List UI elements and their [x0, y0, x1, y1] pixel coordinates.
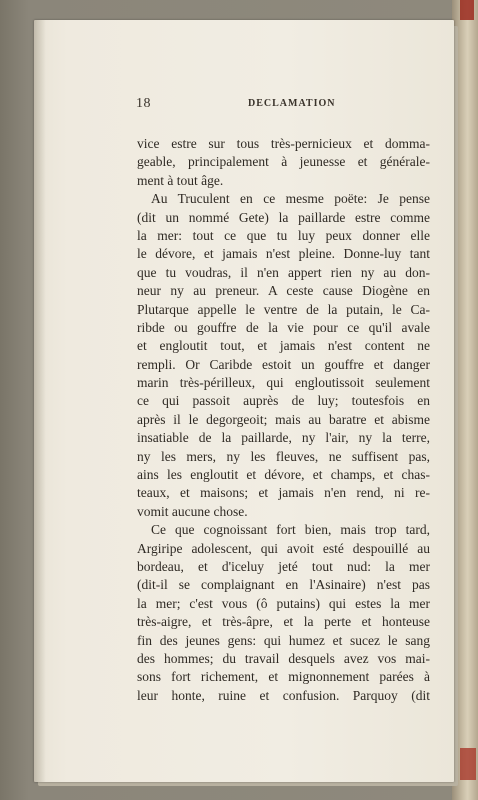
text-line: après il le degorgeoit; mais au baratre et abisme [137, 411, 430, 427]
text-line: la mer; c'est vous (ô putains) qui estes la mer [137, 595, 430, 611]
text-line: (dit-il se complaignant en l'Asinaire) n'est pas [137, 577, 430, 593]
text-line: geable, principalement à jeunesse et générale- [137, 154, 430, 170]
text-line: rempli. Or Caribde estoit un gouffre et danger [137, 356, 430, 372]
body-text [137, 135, 430, 705]
text-line: ce qui passoit auprès de luy; toutesfois en [137, 393, 430, 409]
text-line: Plutarque appelle le ventre de la putain, le Ca- [137, 301, 430, 317]
text-line: insatiable de la paillarde, ny l'air, ny la terre, [137, 430, 430, 446]
text-line: vice estre sur tous très-pernicieux et domma- [137, 136, 430, 151]
text-line: que tu voudras, il n'en appert rien ny au don- [137, 264, 430, 280]
text-line: neur ny au preneur. A ceste cause Diogène en [137, 283, 430, 299]
red-edge-mark-bottom [460, 748, 476, 780]
text-line: ny les mers, ny les fleuves, ne suffisent pas, [137, 448, 430, 464]
text-line: bordeau, et d'iceluy jeté tout nud: la mer [137, 558, 430, 574]
text-line: sons fort richement, et mignonnement parées à [137, 669, 430, 685]
text-line: fin des jeunes gens: qui humez et sucez le sang [137, 632, 430, 648]
text-line: des hommes; du travail desquels avez vos mai- [137, 650, 430, 666]
text-line: vomit aucune chose. [137, 503, 248, 519]
text-line: Ce que cognoissant fort bien, mais trop tard, [151, 522, 430, 538]
text-line: ribde ou gouffre de la vie pour ce qu'il avale [137, 319, 430, 335]
text-line: Au Truculent en ce mesme poëte: Je pense [151, 191, 430, 207]
text-line: leur honte, ruine et confusion. Parquoy (dit [137, 687, 430, 703]
running-head [86, 96, 422, 112]
text-line: Argiripe adolescent, qui avoit esté despouillé au [137, 540, 430, 556]
text-line: teaux, et maisons; et jamais n'en rend, ni re- [137, 485, 430, 501]
text-line: marin très-périlleux, qui engloutissoit seulement [137, 375, 430, 391]
text-line: le dévore, et jamais n'est pleine. Donne-luy tant [137, 246, 430, 262]
running-title: DECLAMATION [248, 98, 336, 109]
red-edge-mark-top [460, 0, 474, 20]
text-line: et engloutit tout, et jamais n'est content ne [137, 338, 430, 354]
text-line: la mer: tout ce que tu luy peux donner elle [137, 227, 430, 243]
text-line: (dit un nommé Gete) la paillarde estre comme [137, 209, 430, 225]
text-line: ment à tout âge. [137, 172, 224, 188]
text-line: très-aigre, et très-âpre, et la perte et honteuse [137, 614, 430, 630]
text-line: ains les engloutit et dévore, et champs, et chas- [137, 467, 430, 483]
page-number: 18 [136, 96, 151, 111]
